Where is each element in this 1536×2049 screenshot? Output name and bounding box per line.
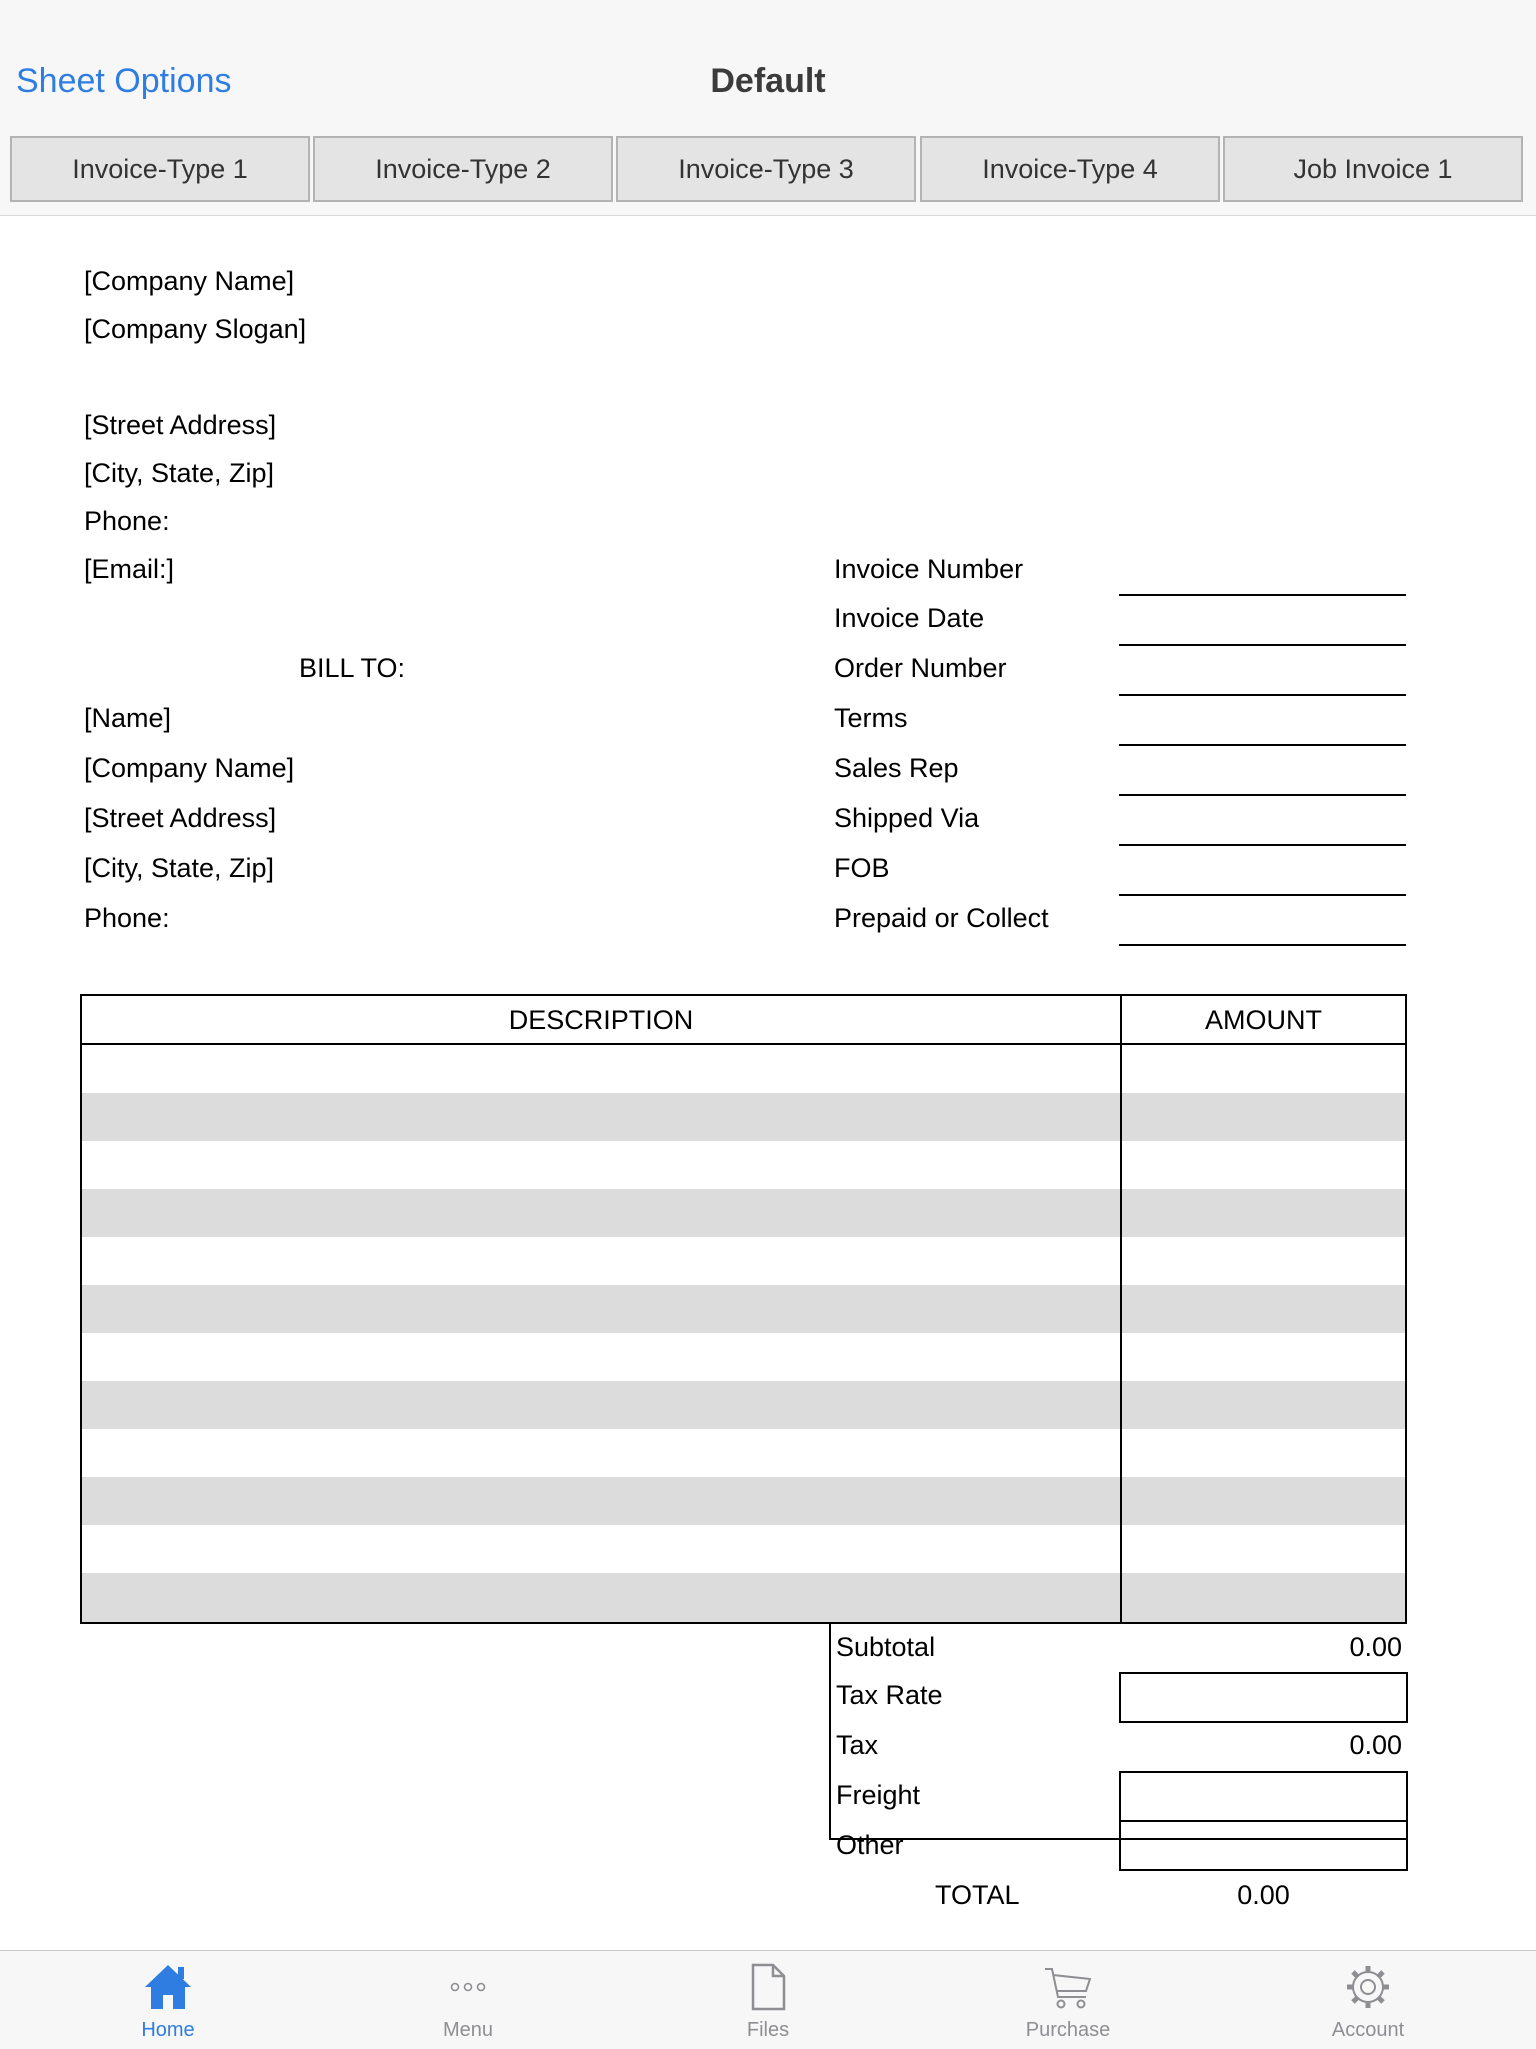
home-icon <box>143 1961 193 2013</box>
invoice-date-label: Invoice Date <box>834 603 985 633</box>
tax-value: 0.00 <box>1349 1730 1402 1760</box>
tab-invoice-type-4[interactable]: Invoice-Type 4 <box>920 136 1220 202</box>
tab-invoice-type-3[interactable]: Invoice-Type 3 <box>616 136 916 202</box>
tax-label: Tax <box>836 1730 879 1760</box>
fob-label: FOB <box>834 853 890 883</box>
tax-rate-label: Tax Rate <box>836 1680 943 1710</box>
company-city-cell[interactable]: [City, State, Zip] <box>84 458 275 488</box>
sheet-tab-bar <box>0 127 1536 216</box>
company-phone-cell[interactable]: Phone: <box>84 506 170 536</box>
bill-to-street-cell[interactable]: [Street Address] <box>84 803 277 833</box>
company-email-cell[interactable]: [Email:] <box>84 554 175 584</box>
table-row[interactable] <box>82 1285 1405 1333</box>
tab-job-invoice-1[interactable]: Job Invoice 1 <box>1223 136 1523 202</box>
freight-input[interactable] <box>1119 1771 1408 1822</box>
fob-field[interactable] <box>1119 894 1406 896</box>
amount-column-header: AMOUNT <box>1205 1005 1322 1035</box>
table-row[interactable] <box>82 1141 1405 1189</box>
bill-to-name-cell[interactable]: [Name] <box>84 703 172 733</box>
prepaid-or-collect-field[interactable] <box>1119 944 1406 946</box>
gear-icon <box>1343 1961 1393 2013</box>
terms-label: Terms <box>834 703 908 733</box>
tab-account-label: Account <box>1331 2019 1405 2041</box>
terms-field[interactable] <box>1119 744 1406 746</box>
column-divider <box>1120 996 1122 1622</box>
description-column-header: DESCRIPTION <box>508 1005 694 1035</box>
bill-to-phone-cell[interactable]: Phone: <box>84 903 170 933</box>
tab-purchase-label: Purchase <box>1025 2019 1111 2041</box>
tab-menu-label: Menu <box>442 2019 494 2041</box>
bill-to-heading: BILL TO: <box>299 653 406 683</box>
invoice-sheet[interactable] <box>0 216 1536 1950</box>
table-row[interactable] <box>82 1525 1405 1573</box>
bottom-tab-bar <box>0 1950 1536 2049</box>
order-number-label: Order Number <box>834 653 1007 683</box>
order-number-field[interactable] <box>1119 694 1406 696</box>
table-row[interactable] <box>82 1237 1405 1285</box>
company-street-cell[interactable]: [Street Address] <box>84 410 277 440</box>
document-icon <box>743 1961 793 2013</box>
invoice-number-field[interactable] <box>1119 594 1406 596</box>
other-input[interactable] <box>1119 1820 1408 1871</box>
subtotal-value: 0.00 <box>1349 1632 1402 1662</box>
table-row[interactable] <box>82 1045 1405 1093</box>
total-label: TOTAL <box>935 1880 1020 1910</box>
invoice-date-field[interactable] <box>1119 644 1406 646</box>
sales-rep-label: Sales Rep <box>834 753 959 783</box>
table-row[interactable] <box>82 1477 1405 1525</box>
table-row[interactable] <box>82 1093 1405 1141</box>
tab-home[interactable] <box>18 1951 318 2049</box>
invoice-number-label: Invoice Number <box>834 554 1024 584</box>
tab-home-label: Home <box>141 2019 195 2041</box>
company-slogan-cell[interactable]: [Company Slogan] <box>84 314 307 344</box>
other-label: Other <box>836 1830 904 1860</box>
cart-icon <box>1043 1961 1093 2013</box>
tab-purchase[interactable] <box>918 1951 1218 2049</box>
sheet-options-button[interactable]: Sheet Options <box>16 62 232 100</box>
table-row[interactable] <box>82 1429 1405 1477</box>
table-row[interactable] <box>82 1573 1405 1622</box>
subtotal-label: Subtotal <box>836 1632 936 1662</box>
freight-label: Freight <box>836 1780 921 1810</box>
sheet-title: Default <box>710 62 826 100</box>
tax-rate-input[interactable] <box>1119 1672 1408 1723</box>
tab-invoice-type-1[interactable]: Invoice-Type 1 <box>10 136 310 202</box>
tab-files[interactable] <box>618 1951 918 2049</box>
tab-files-label: Files <box>746 2019 790 2041</box>
line-items-table <box>80 994 1407 1624</box>
totals-left-border <box>829 1622 831 1840</box>
table-header <box>82 996 1405 1045</box>
table-row[interactable] <box>82 1189 1405 1237</box>
shipped-via-field[interactable] <box>1119 844 1406 846</box>
bill-to-company-cell[interactable]: [Company Name] <box>84 753 295 783</box>
sales-rep-field[interactable] <box>1119 794 1406 796</box>
shipped-via-label: Shipped Via <box>834 803 980 833</box>
tab-menu[interactable] <box>318 1951 618 2049</box>
bill-to-city-cell[interactable]: [City, State, Zip] <box>84 853 275 883</box>
table-row[interactable] <box>82 1381 1405 1429</box>
total-value: 0.00 <box>1237 1880 1290 1910</box>
navigation-bar <box>0 0 1536 128</box>
tab-invoice-type-2[interactable]: Invoice-Type 2 <box>313 136 613 202</box>
more-dots-icon <box>443 1961 493 2013</box>
prepaid-or-collect-label: Prepaid or Collect <box>834 903 1049 933</box>
table-row[interactable] <box>82 1333 1405 1381</box>
company-name-cell[interactable]: [Company Name] <box>84 266 295 296</box>
tab-account[interactable] <box>1218 1951 1518 2049</box>
